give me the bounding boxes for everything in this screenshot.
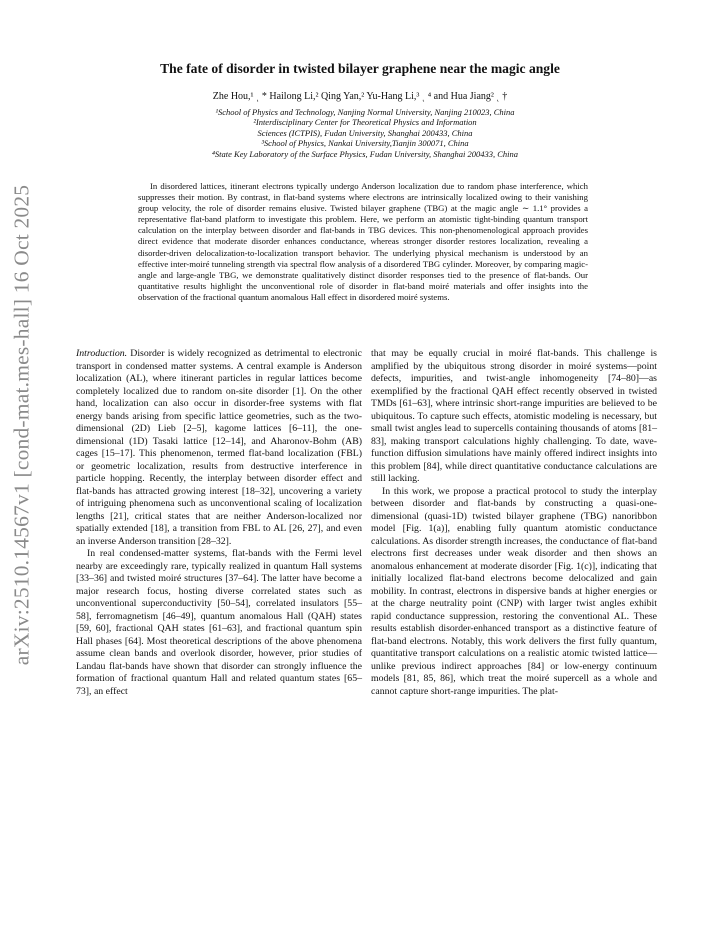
body-column-right bbox=[371, 348, 657, 698]
affiliation-line: ⁴State Key Laboratory of the Surface Physics, Fudan University, Shanghai 200433, China bbox=[211, 148, 519, 159]
affiliations bbox=[90, 107, 640, 159]
arxiv-sidebar bbox=[0, 184, 44, 666]
section-label: Introduction. bbox=[76, 348, 128, 359]
affiliation-line: ¹School of Physics and Technology, Nanjing Normal University, Nanjing 210023, China bbox=[215, 107, 515, 117]
body-column-left bbox=[76, 348, 362, 698]
paragraph: In real condensed-matter systems, flat-bands with the Fermi level nearby are exceedingly rare, typically realized in quantum Hall systems [33–36] and twisted moiré structures [37–64]. The latter have become a major research focus, hosting diverse correlated states such as unconventional superconductivity [50–54], correlated insulators [55–58], ferromagnetism [46–49], quantum anomalous Hall (QAH) states [59, 60], fractional QAH states [61–63], and fractional quantum spin Hall phases [64]. Most theoretical descriptions of the above phenomena assume clean bands and overlook disorder, however, prior studies of Landau flat-bands have shown that disorder can strongly influence the formation of fractional quantum Hall and related quantum states [65–73], an effect bbox=[76, 548, 362, 697]
paragraph-text: Disorder is widely recognized as detrimental to electronic transport in condensed matter systems. A central example is Anderson localization (AL), where itinerant particles in regular lattices become completely localized due to random on-site disorder [1]. On the other hand, localization can also occur in disorder-free systems with flat energy bands arising from specific lattice geometries, such as the two-dimensional (2D) Lieb [2–5], kagome lattices [6–11], the one-dimensional (1D) Tasaki lattice [12–14], and Aharonov-Bohm (AB) cages [15–17]. This phenomenon, termed flat-band localization (FBL) or geometric localization, results from destructive interference in particle hopping. Recently, the interplay between disorder effect and flat-bands has attracted growing interest [18–32], uncovering a variety of intriguing phenomena such as unconventional scaling of localization lengths [21], critical states that are neither Anderson-localized nor spatially extended [18], a transition from FBL to AL [26, 27], and even an inverse Anderson transition [28–32]. bbox=[76, 348, 362, 547]
paragraph: that may be equally crucial in moiré flat-bands. This challenge is amplified by the ubiquitous strong disorder in moiré systems—point defects, impurities, and twist-angle inhomogeneity [74–80]—as exemplified by the fractional QAH effect recently observed in twisted TMDs [61–63], where intrinsic short-range impurities are believed to be ubiquitous. To capture such effects, atomistic modeling is necessary, but small twist angles lead to supercells containing thousands of atoms [81–83], making transport calculations highly challenging. To date, wave-function diffusion simulations have mainly offered indirect insights into this problem [84], while direct quantitative conductance calculations are still lacking. bbox=[371, 348, 657, 484]
abstract: In disordered lattices, itinerant electrons typically undergo Anderson localization due to random phase interference, which suppresses their motion. By contrast, in flat-band systems where electrons are intrinsically localized owing to their vanishing group velocity, the role of disorder remains elusive. Twisted bilayer graphene (TBG) at the magic angle ∼ 1.1° provides a representative flat-band platform to investigate this problem. Here, we perform an atomistic tight-binding quantum transport calculation on the interplay between disorder and flat-bands in TBG devices. This non-phenomenological approach provides direct evidence that moderate disorder enhances conductance, whereas stronger disorder restores localization, revealing a disorder-driven delocalization-to-localization transport behavior. The underlying physical mechanism is understood by an effective inter-moiré tunneling strength via spectral flow analysis of a disordered TBG cylinder. Moreover, by comparing magic-angle and large-angle TBG, we demonstrate qualitatively distinct disorder responses tied to the presence of flat-bands. Our quantitative results highlight the unconventional role of disorder in flat-band moiré materials and offer insights into the observation of the fractional quantum anomalous Hall effect in disordered moiré systems. bbox=[138, 181, 588, 302]
affiliation-line: Sciences (ICTPIS), Fudan University, Shanghai 200433, China bbox=[257, 127, 473, 138]
affiliation-line: ³School of Physics, Nankai University,Tianjin 300071, China bbox=[261, 138, 469, 149]
author-list: Zhe Hou,¹ ͺ * Hailong Li,² Qing Yan,² Yu-Hang Li,³ ͺ ⁴ and Hua Jiang² ͺ † bbox=[212, 91, 508, 102]
paper-title: The fate of disorder in twisted bilayer graphene near the magic angle bbox=[160, 61, 560, 76]
arxiv-identifier: arXiv:2510.14567v1 [cond-mat.mes-hall] 16 Oct 2025 bbox=[9, 184, 34, 666]
affiliation-line: ²Interdisciplinary Center for Theoretical Physics and Information bbox=[253, 117, 477, 128]
paragraph bbox=[76, 348, 362, 548]
paragraph: In this work, we propose a practical protocol to study the interplay between disorder and flat-bands by constructing a quasi-one-dimensional (quasi-1D) twisted bilayer graphene (TBG) nanoribbon model [Fig. 1(a)], enabling fully quantum atomistic conductance calculations. As disorder strength increases, the conductance of flat-band electrons first decreases under weak disorder and then shows an anomalous enhancement at moderate disorder [Fig. 1(c)], indicating that initially localized flat-band electrons become delocalized and gain mobility. In contrast, electrons in dispersive bands at higher energies or at the charge neutrality point (CNP) with larger twist angles exhibit rapid conductance suppression, restoring the conventional AL. These results establish disorder-enhanced transport as a distinctive feature of flat-band electrons. Notably, this work delivers the first fully quantum, quantitative transport calculations on a realistic atomic twisted lattice—unlike previous indirect approaches [84] or low-energy continuum models [81, 85, 86], which treat the moiré supercell as a whole and cannot capture short-range impurities. The plat- bbox=[371, 485, 657, 697]
